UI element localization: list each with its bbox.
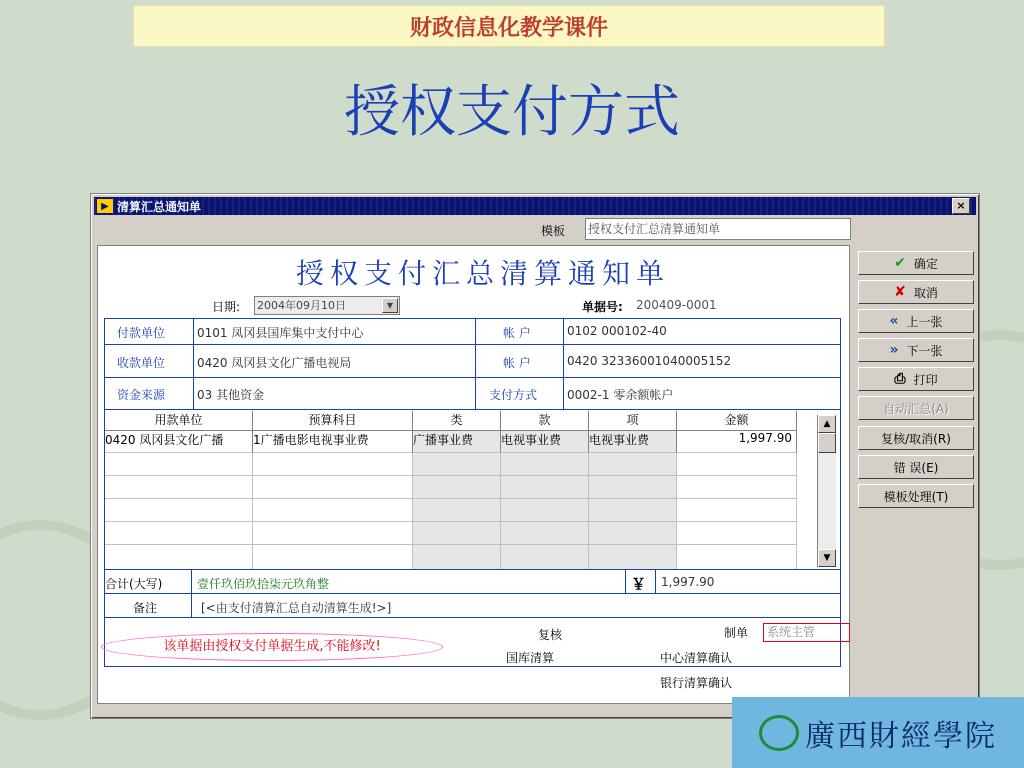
check-icon: ✔ [894, 255, 906, 271]
confirm-button[interactable] [858, 251, 974, 275]
app-icon: ▶ [97, 199, 113, 213]
grid-cell-subject[interactable]: 1广播电影电视事业费 [253, 431, 413, 453]
review-button[interactable]: 复核/取消(R) [858, 426, 974, 450]
grid-scrollbar[interactable] [817, 415, 836, 567]
grid-cell-unit[interactable]: 0420 凤冈县文化广播 [105, 431, 253, 453]
template-field[interactable]: 授权支付汇总清算通知单 [585, 218, 851, 240]
grid-empty-rows [105, 453, 797, 569]
confirm-label: 确定 [913, 256, 938, 271]
date-value: 2004年09月10日 [257, 299, 346, 312]
scroll-down-icon[interactable]: ▼ [818, 549, 836, 567]
logo-text: 廣西財經學院 [805, 718, 997, 754]
payee-account-label: 帐 户 [503, 356, 531, 370]
payer-value[interactable]: 0101 凤冈县国库集中支付中心 [197, 326, 364, 340]
prev-label: 上一张 [906, 314, 943, 329]
notice-window [90, 193, 980, 719]
fund-source-label: 资金来源 [117, 388, 166, 402]
payer-account-label: 帐 户 [503, 326, 531, 340]
slide-banner: 财政信息化教学课件 [133, 5, 885, 47]
doc-number-label: 单据号: [582, 300, 623, 314]
grid-header-amount: 金额 [677, 411, 797, 431]
grid-header-class: 类 [413, 411, 501, 431]
school-logo [732, 697, 1024, 768]
window-titlebar[interactable] [94, 197, 976, 215]
template-label: 模板 [541, 224, 566, 238]
maker-value: 系统主管 [763, 623, 850, 642]
payee-account-value[interactable]: 0420 32336001040005152 [567, 354, 732, 368]
treasury-clearing-label: 国库清算 [506, 651, 555, 665]
grid-cell-amount[interactable]: 1,997.90 [677, 431, 797, 453]
scroll-up-icon[interactable]: ▲ [818, 415, 836, 433]
cancel-button[interactable] [858, 280, 974, 304]
print-button[interactable] [858, 367, 974, 391]
scroll-thumb[interactable] [818, 433, 836, 453]
date-picker[interactable] [254, 296, 400, 315]
pay-method-value[interactable]: 0002-1 零余额帐户 [567, 388, 674, 402]
next-button[interactable] [858, 338, 974, 362]
payer-label: 付款单位 [117, 326, 166, 340]
grid-header-item: 项 [589, 411, 677, 431]
fund-source-value[interactable]: 03 其他资金 [197, 388, 265, 402]
error-button[interactable]: 错 误(E) [858, 455, 974, 479]
info-table [104, 318, 841, 667]
prev-button[interactable] [858, 309, 974, 333]
cancel-label: 取消 [913, 285, 938, 300]
date-label: 日期: [212, 300, 241, 314]
bank-clearing-label: 银行清算确认 [660, 676, 733, 690]
logo-mark-icon [759, 715, 799, 751]
grid-cell-class[interactable]: 广播事业费 [413, 431, 501, 453]
grid-header-section: 款 [501, 411, 589, 431]
readonly-warning: 该单据由授权支付单据生成,不能修改! [101, 633, 443, 661]
doc-number-value: 200409-0001 [636, 298, 717, 312]
payee-label: 收款单位 [117, 356, 166, 370]
double-left-icon: « [889, 313, 899, 329]
printer-icon: ⎙ [894, 371, 906, 387]
payee-value[interactable]: 0420 凤冈县文化广播电视局 [197, 356, 352, 370]
document-title: 授权支付汇总清算通知单 [295, 257, 670, 290]
review-label: 复核 [538, 628, 563, 642]
total-words: 壹仟玖佰玖拾柒元玖角整 [197, 577, 330, 591]
grid-cell-section[interactable]: 电视事业费 [501, 431, 589, 453]
chevron-down-icon[interactable]: ▼ [382, 298, 398, 313]
payer-account-value[interactable]: 0102 000102-40 [567, 324, 667, 338]
pay-method-label: 支付方式 [489, 388, 538, 402]
center-clearing-label: 中心清算确认 [660, 651, 733, 665]
next-label: 下一张 [906, 343, 943, 358]
grid-cell-item[interactable]: 电视事业费 [589, 431, 677, 453]
document-panel [97, 245, 850, 704]
template-button[interactable]: 模板处理(T) [858, 484, 974, 508]
total-amount: 1,997.90 [661, 575, 715, 589]
remark-label: 备注 [133, 601, 158, 615]
window-title: 清算汇总通知单 [117, 199, 202, 214]
grid-header-unit: 用款单位 [105, 411, 253, 431]
remark-value[interactable]: [<由支付清算汇总自动清算生成!>] [201, 601, 392, 615]
total-label: 合计(大写) [105, 577, 163, 591]
close-button[interactable]: × [952, 198, 970, 214]
cross-icon: ✘ [894, 284, 906, 300]
grid-header-subject: 预算科目 [253, 411, 413, 431]
yuan-sign: ￥ [631, 575, 647, 593]
auto-sum-button[interactable]: 自动汇总(A) [858, 396, 974, 420]
slide-title: 授权支付方式 [344, 80, 680, 145]
double-right-icon: » [889, 342, 899, 358]
print-label: 打印 [913, 372, 938, 387]
maker-label: 制单 [724, 626, 749, 640]
